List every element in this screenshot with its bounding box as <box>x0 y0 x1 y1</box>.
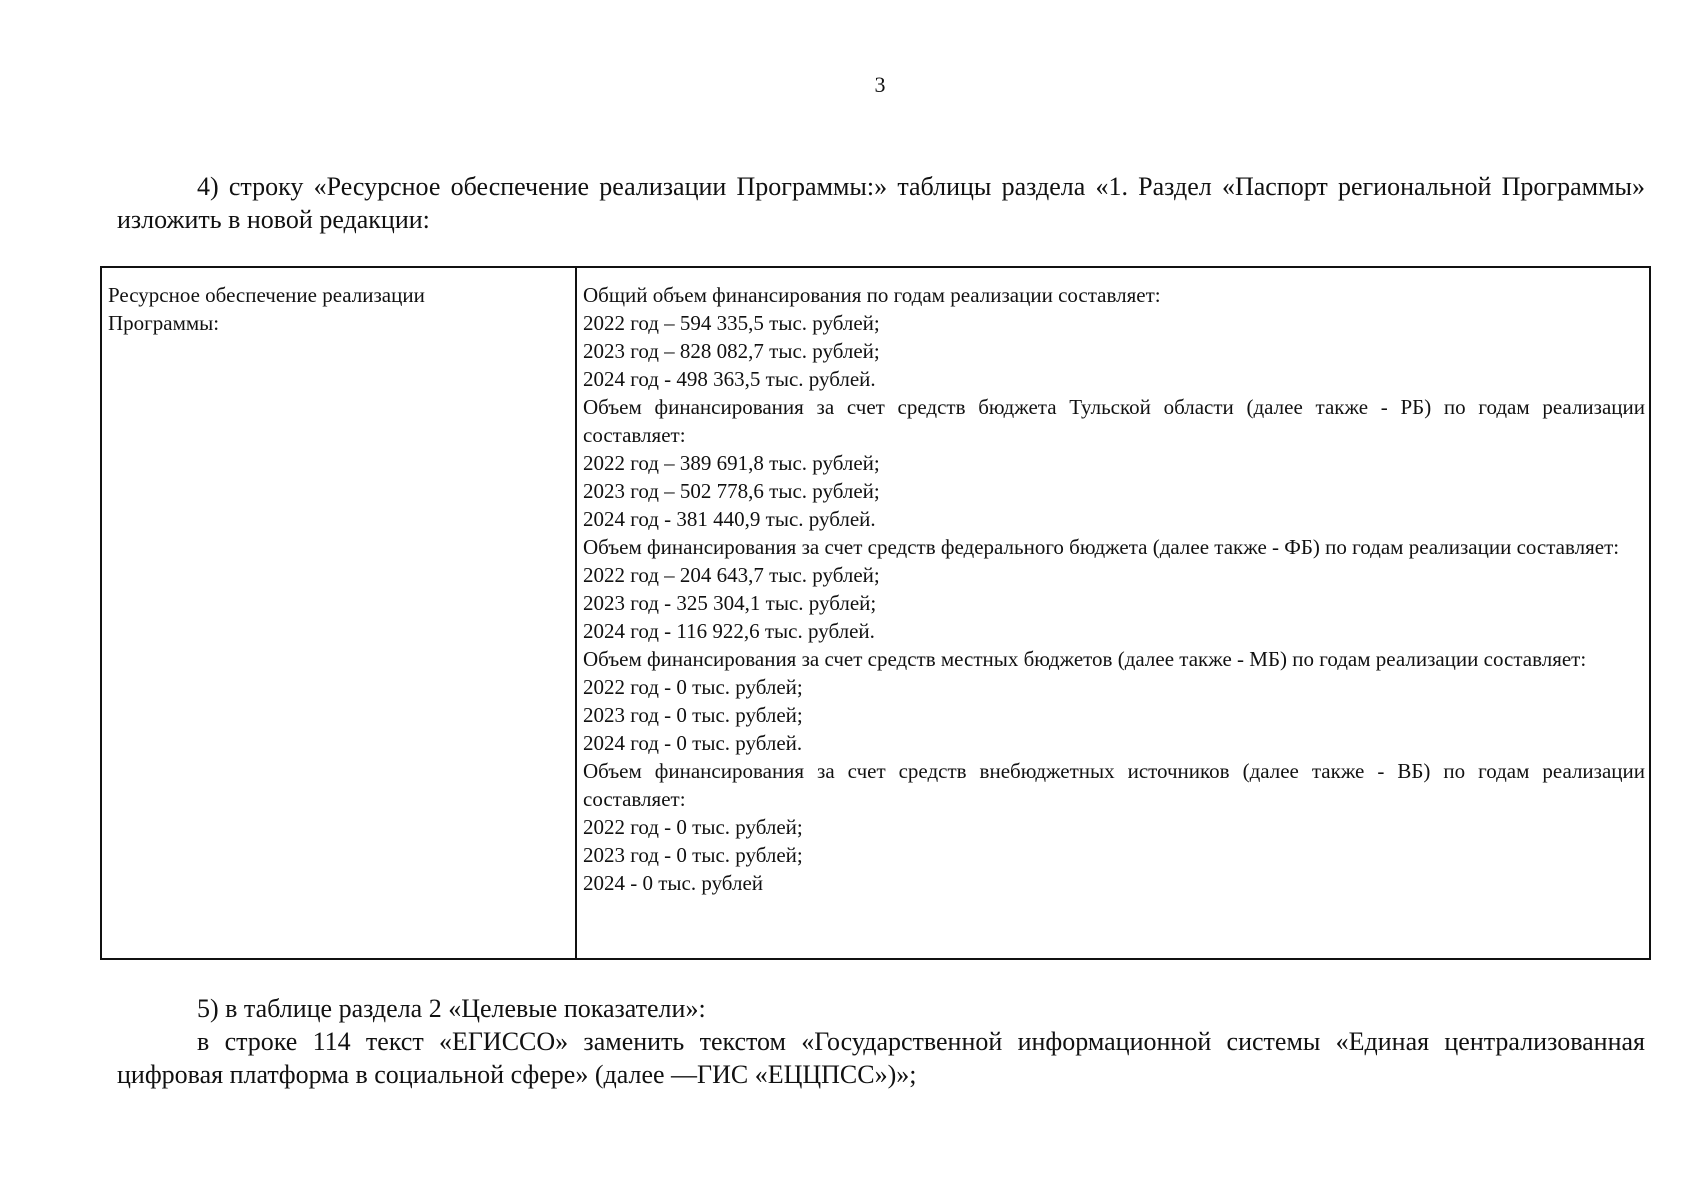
total-year-line: 2024 год - 498 363,5 тыс. рублей. <box>583 367 876 391</box>
rb-year-line: 2022 год – 389 691,8 тыс. рублей; <box>583 451 880 475</box>
item-4-paragraph <box>117 170 1645 236</box>
left-cell-line: Ресурсное обеспечение реализации <box>108 283 425 307</box>
table-column-divider <box>575 268 577 958</box>
fb-heading: Объем финансирования за счет средств федерального бюджета (далее также - ФБ) по годам реализации составляет: <box>583 535 1620 559</box>
fb-year-line: 2023 год - 325 304,1 тыс. рублей; <box>583 591 877 615</box>
total-heading: Общий объем финансирования по годам реализации составляет: <box>583 283 1161 307</box>
vb-year-line: 2022 год - 0 тыс. рублей; <box>583 815 803 839</box>
vb-heading: Объем финансирования за счет средств внебюджетных источников (далее также - ВБ) по годам реализации составляет: <box>583 759 1645 811</box>
item-5-heading <box>117 992 1645 1025</box>
rb-year-line: 2023 год – 502 778,6 тыс. рублей; <box>583 479 880 503</box>
table-right-cell <box>583 281 1645 897</box>
table-left-cell <box>108 281 568 337</box>
item-5-line1: 5) в таблице раздела 2 «Целевые показатели»: <box>197 994 706 1023</box>
vb-year-line: 2023 год - 0 тыс. рублей; <box>583 843 803 867</box>
item-5-paragraph <box>117 1025 1645 1091</box>
item-5-line2: в строке 114 текст «ЕГИССО» заменить текстом «Государственной информационной системы «Единая централизованная цифровая платформа в социальной сфере» (далее —ГИС «ЕЦЦПСС»)»; <box>117 1027 1645 1089</box>
fb-year-line: 2024 год - 116 922,6 тыс. рублей. <box>583 619 875 643</box>
rb-heading: Объем финансирования за счет средств бюджета Тульской области (далее также - РБ) по годам реализации составляет: <box>583 395 1645 447</box>
mb-year-line: 2024 год - 0 тыс. рублей. <box>583 731 803 755</box>
vb-year-line: 2024 - 0 тыс. рублей <box>583 871 763 895</box>
mb-year-line: 2023 год - 0 тыс. рублей; <box>583 703 803 727</box>
total-year-line: 2023 год – 828 082,7 тыс. рублей; <box>583 339 880 363</box>
mb-heading: Объем финансирования за счет средств местных бюджетов (далее также - МБ) по годам реализации составляет: <box>583 647 1587 671</box>
fb-year-line: 2022 год – 204 643,7 тыс. рублей; <box>583 563 880 587</box>
total-year-line: 2022 год – 594 335,5 тыс. рублей; <box>583 311 880 335</box>
left-cell-line: Программы: <box>108 311 220 335</box>
page-number: 3 <box>874 72 886 97</box>
rb-year-line: 2024 год - 381 440,9 тыс. рублей. <box>583 507 876 531</box>
resource-table <box>100 266 1651 960</box>
mb-year-line: 2022 год - 0 тыс. рублей; <box>583 675 803 699</box>
item-4-text: 4) строку «Ресурсное обеспечение реализации Программы:» таблицы раздела «1. Раздел «Паспорт региональной Программы» изложить в новой редакции: <box>117 172 1645 234</box>
